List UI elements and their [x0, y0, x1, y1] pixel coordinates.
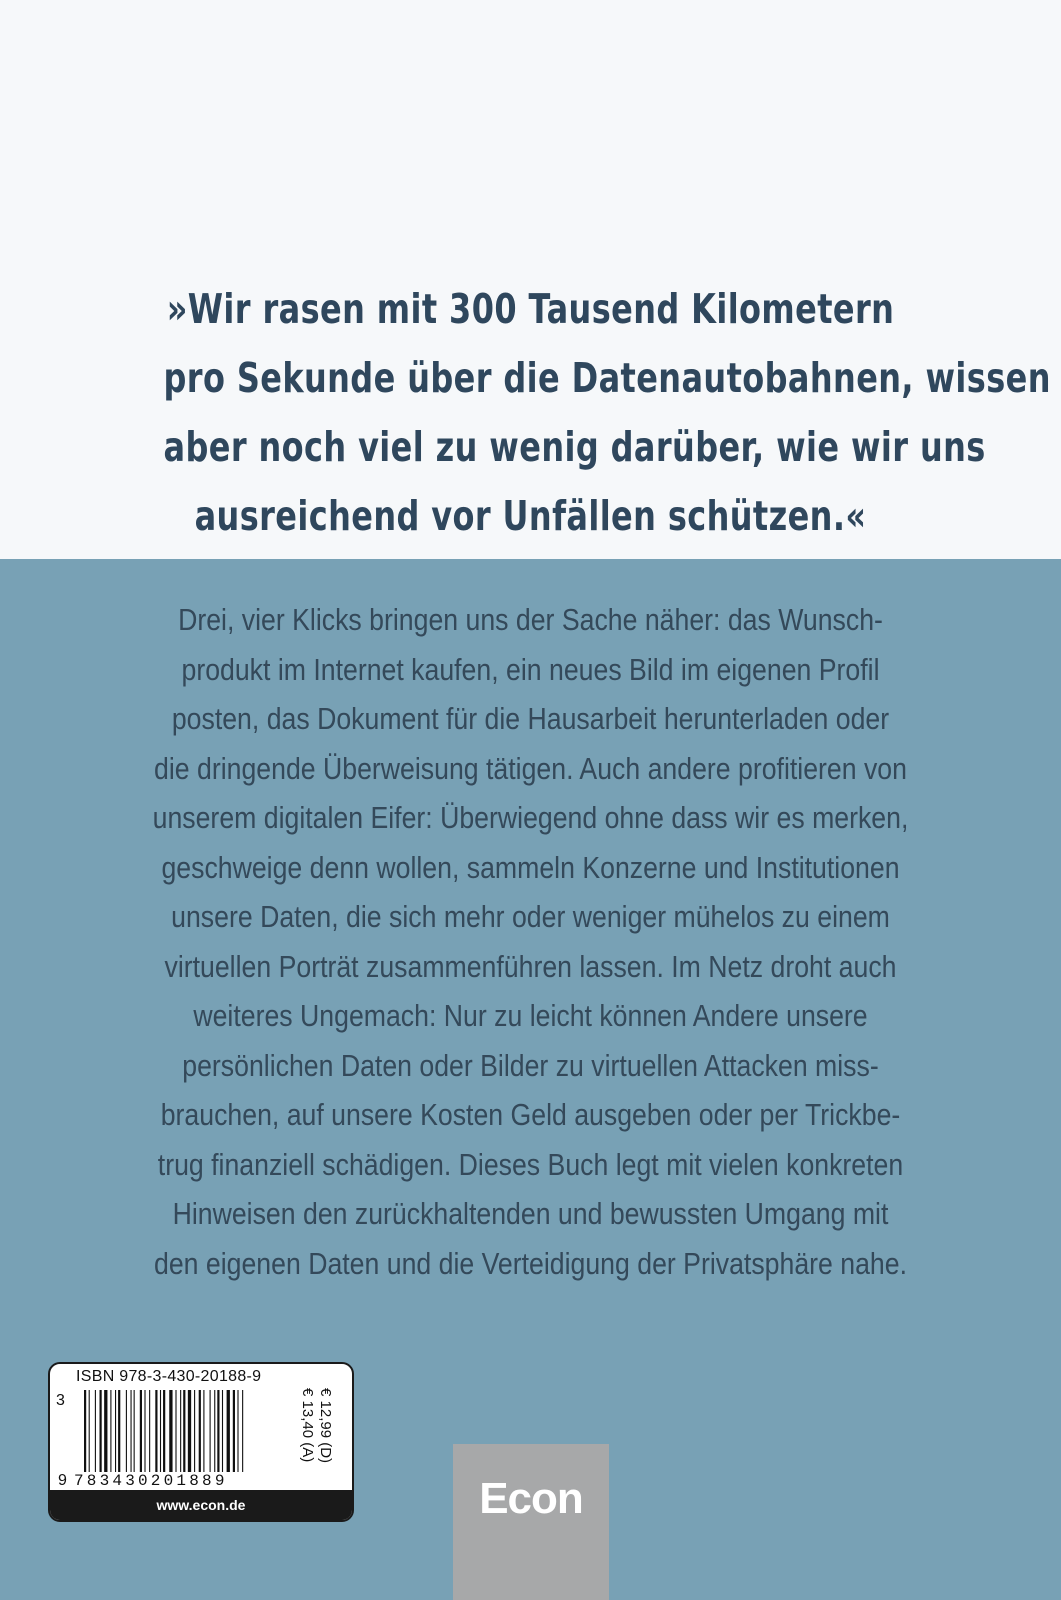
publisher-logo-text: Econ	[479, 1474, 583, 1523]
blurb-line: virtuellen Porträt zusammenführen lassen. Im Netz droht auch	[164, 948, 897, 984]
blurb-line: unsere Daten, die sich mehr oder weniger mühelos zu einem	[171, 899, 890, 934]
barcode-label	[48, 1362, 354, 1522]
quote-line: »Wir rasen mit 300 Tausend Kilometern	[166, 285, 895, 333]
barcode-bars	[84, 1390, 298, 1472]
blurb-line: geschweige denn wollen, sammeln Konzerne und Institutionen	[161, 849, 900, 885]
cover-quote	[163, 275, 1051, 551]
barcode-first-digit: 9	[58, 1472, 67, 1489]
price-austria: € 13,40 (A)	[299, 1388, 316, 1463]
blurb-text	[109, 595, 953, 1288]
blurb-line: die dringende Überweisung tätigen. Auch andere profitieren von	[154, 750, 907, 786]
blurb-line: Drei, vier Klicks bringen uns der Sache näher: das Wunsch-	[178, 602, 883, 637]
blurb-line: Hinweisen den zurückhaltenden und bewussten Umgang mit	[172, 1196, 889, 1231]
blurb-line: unserem digitalen Eifer: Überwiegend ohne dass wir es merken,	[152, 800, 909, 835]
quote-line: pro Sekunde über die Datenautobahnen, wissen	[163, 354, 1051, 402]
quote-line: ausreichend vor Unfällen schützen.«	[194, 492, 867, 540]
blurb-line: brauchen, auf unsere Kosten Geld ausgeben oder per Trickbe-	[160, 1097, 901, 1132]
blurb-line: posten, das Dokument für die Hausarbeit herunterladen oder	[171, 701, 890, 736]
barcode-digits: 783430201889	[74, 1472, 228, 1490]
blurb-line: weiteres Ungemach: Nur zu leicht können Andere unsere	[193, 998, 868, 1033]
quote-line: aber noch viel zu wenig darüber, wie wir uns	[163, 423, 986, 471]
blurb-line: trug finanziell schädigen. Dieses Buch legt mit vielen konkreten	[157, 1146, 904, 1182]
blurb-line: produkt im Internet kaufen, ein neues Bild im eigenen Profil	[181, 651, 880, 687]
publisher-logo	[453, 1444, 609, 1600]
blurb-line: persönlichen Daten oder Bilder zu virtuellen Attacken miss-	[182, 1047, 879, 1083]
blurb-line: den eigenen Daten und die Verteidigung der Privatsphäre nahe.	[154, 1245, 907, 1281]
price-info	[299, 1388, 334, 1498]
publisher-website: www.econ.de	[50, 1490, 352, 1520]
barcode-lead-digit: 3	[56, 1392, 65, 1409]
price-germany: € 12,99 (D)	[317, 1388, 334, 1464]
isbn-text: ISBN 978-3-430-20188-9	[76, 1368, 262, 1385]
